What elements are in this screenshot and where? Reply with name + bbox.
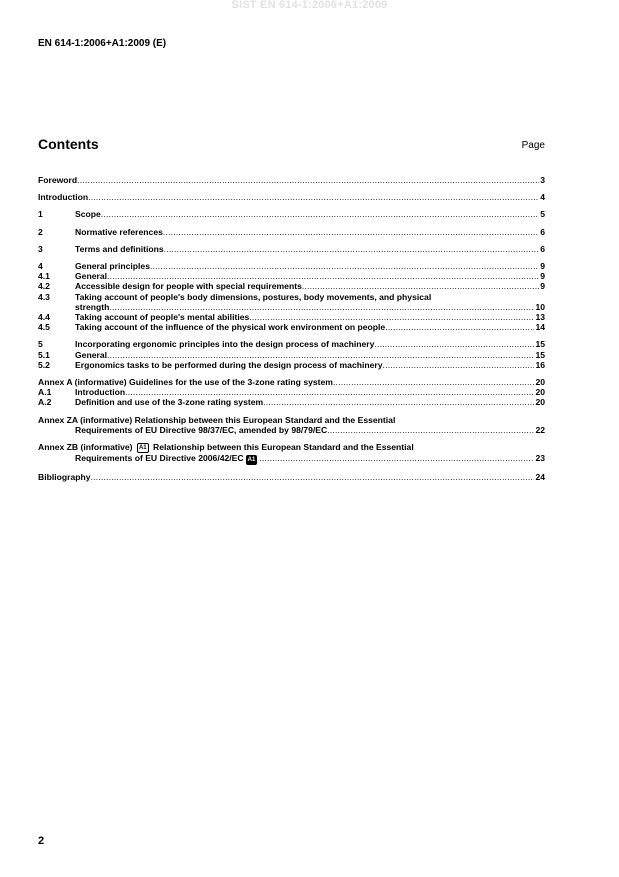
toc-page: 10: [535, 301, 545, 312]
watermark: SIST EN 614-1:2006+A1:2009: [231, 0, 388, 11]
toc-entry-annex-za[interactable]: [38, 415, 545, 435]
toc-title: General: [75, 349, 108, 360]
toc-page: 14: [535, 322, 545, 333]
toc-page: 6: [540, 243, 545, 254]
toc-entry-5[interactable]: [38, 339, 545, 349]
page-column-label: Page: [521, 140, 545, 151]
toc-number: 4.3: [38, 291, 50, 302]
toc-page: 15: [535, 349, 545, 360]
toc-leader: [150, 261, 539, 271]
toc-title: Terms and definitions: [75, 243, 164, 254]
toc-title: Taking account of the influence of the physical work environment on people: [75, 322, 386, 333]
toc-title: General: [75, 271, 108, 282]
toc-entry-5-1[interactable]: [38, 350, 545, 360]
toc-page: 16: [535, 359, 545, 370]
toc-leader: [88, 192, 539, 202]
toc-entry-introduction[interactable]: [38, 192, 545, 202]
toc-entry-normative-references[interactable]: [38, 227, 545, 237]
toc-page: 4: [540, 192, 545, 203]
toc-entry-annex-a[interactable]: [38, 377, 545, 387]
toc-number: 5.1: [38, 349, 50, 360]
toc-leader: [263, 397, 534, 407]
toc-page: 23: [535, 453, 545, 464]
page-number: 2: [38, 835, 45, 847]
toc-leader: [383, 360, 535, 370]
toc-leader: [333, 377, 534, 387]
toc-title: Requirements of EU Directive 2006/42/EC: [75, 453, 244, 464]
toc-entry-4-3[interactable]: [38, 292, 545, 312]
toc-page: 9: [540, 271, 545, 282]
toc-page: 9: [540, 261, 545, 272]
toc-leader: [101, 209, 539, 219]
toc-number: 4.4: [38, 312, 50, 323]
toc-leader: [164, 244, 540, 254]
toc-title: Requirements of EU Directive 98/37/EC, amended by 98/79/EC: [75, 424, 328, 435]
contents-title: Contents: [38, 136, 99, 152]
toc-title-line1-cont: Relationship between this European Standard and the Essential: [153, 442, 414, 453]
toc-entry-5-2[interactable]: [38, 360, 545, 370]
toc-title-line1: Annex ZA (informative) Relationship between this European Standard and the Essential: [38, 414, 396, 425]
toc-entry-4-1[interactable]: [38, 271, 545, 281]
toc-page: 20: [535, 397, 545, 408]
table-of-contents: [38, 175, 545, 482]
toc-leader: [327, 425, 534, 435]
toc-page: 15: [535, 339, 545, 350]
toc-number: 3: [38, 243, 43, 254]
toc-leader: [107, 271, 539, 281]
toc-title: Introduction: [38, 192, 89, 203]
toc-number: 4.1: [38, 271, 50, 282]
toc-title: Foreword: [38, 175, 78, 185]
toc-title: Introduction: [75, 387, 126, 398]
toc-title: Bibliography: [38, 472, 91, 483]
toc-number: 5.2: [38, 359, 50, 370]
toc-leader: [107, 350, 534, 360]
toc-number: 4: [38, 261, 43, 272]
toc-page: 6: [540, 226, 545, 237]
toc-page: 24: [535, 472, 545, 483]
toc-entry-scope[interactable]: [38, 209, 545, 219]
toc-entry-bibliography[interactable]: [38, 472, 545, 482]
toc-number: 2: [38, 226, 43, 237]
toc-leader: [125, 387, 534, 397]
toc-number: 4.5: [38, 322, 50, 333]
toc-leader: [91, 472, 535, 482]
toc-leader: [249, 312, 534, 322]
toc-entry-4-5[interactable]: [38, 322, 545, 332]
document-id: EN 614-1:2006+A1:2009 (E): [38, 38, 167, 49]
toc-title: Accessible design for people with special requirements: [75, 281, 302, 292]
toc-number: 5: [38, 339, 43, 350]
toc-entry-terms-definitions[interactable]: [38, 244, 545, 254]
toc-number: A.1: [38, 387, 52, 398]
toc-leader: [374, 339, 534, 349]
toc-entry-4-4[interactable]: [38, 312, 545, 322]
toc-title: Incorporating ergonomic principles into the design process of machinery: [75, 339, 375, 350]
toc-number: 1: [38, 209, 43, 220]
toc-title: Definition and use of the 3-zone rating system: [75, 397, 264, 408]
toc-leader: [109, 302, 534, 312]
toc-entry-foreword[interactable]: [38, 175, 545, 185]
amendment-start-marker: A1: [138, 445, 147, 452]
toc-page: 22: [535, 424, 545, 435]
toc-title: Annex A (informative) Guidelines for the use of the 3-zone rating system: [38, 377, 333, 388]
toc-entry-annex-zb[interactable]: [38, 442, 545, 465]
toc-page: 20: [535, 377, 545, 388]
toc-title: Taking account of people's mental abilities: [75, 312, 250, 323]
toc-entry-a-1[interactable]: [38, 387, 545, 397]
toc-title-line1: Taking account of people's body dimensions, postures, body movements, and physical: [75, 291, 432, 302]
toc-leader: [302, 281, 539, 291]
toc-page: 20: [535, 387, 545, 398]
toc-page: 5: [540, 209, 545, 220]
toc-entry-a-2[interactable]: [38, 397, 545, 407]
toc-number: 4.2: [38, 281, 50, 292]
amendment-end-marker: A1: [247, 457, 256, 464]
toc-leader: [259, 453, 534, 463]
toc-title: Ergonomics tasks to be performed during the design process of machinery: [75, 359, 383, 370]
toc-title: General principles: [75, 261, 150, 272]
toc-leader: [163, 227, 539, 237]
toc-leader: [77, 175, 539, 185]
toc-number: A.2: [38, 397, 52, 408]
toc-title: Normative references: [75, 226, 163, 237]
toc-title-line1: Annex ZB (informative): [38, 442, 133, 453]
toc-entry-4-2[interactable]: [38, 281, 545, 291]
toc-title: strength: [75, 301, 110, 312]
toc-entry-general-principles[interactable]: [38, 261, 545, 271]
toc-leader: [385, 322, 534, 332]
toc-page: 3: [540, 175, 545, 185]
toc-title: Scope: [75, 209, 101, 220]
toc-page: 9: [540, 281, 545, 292]
toc-page: 13: [535, 312, 545, 323]
